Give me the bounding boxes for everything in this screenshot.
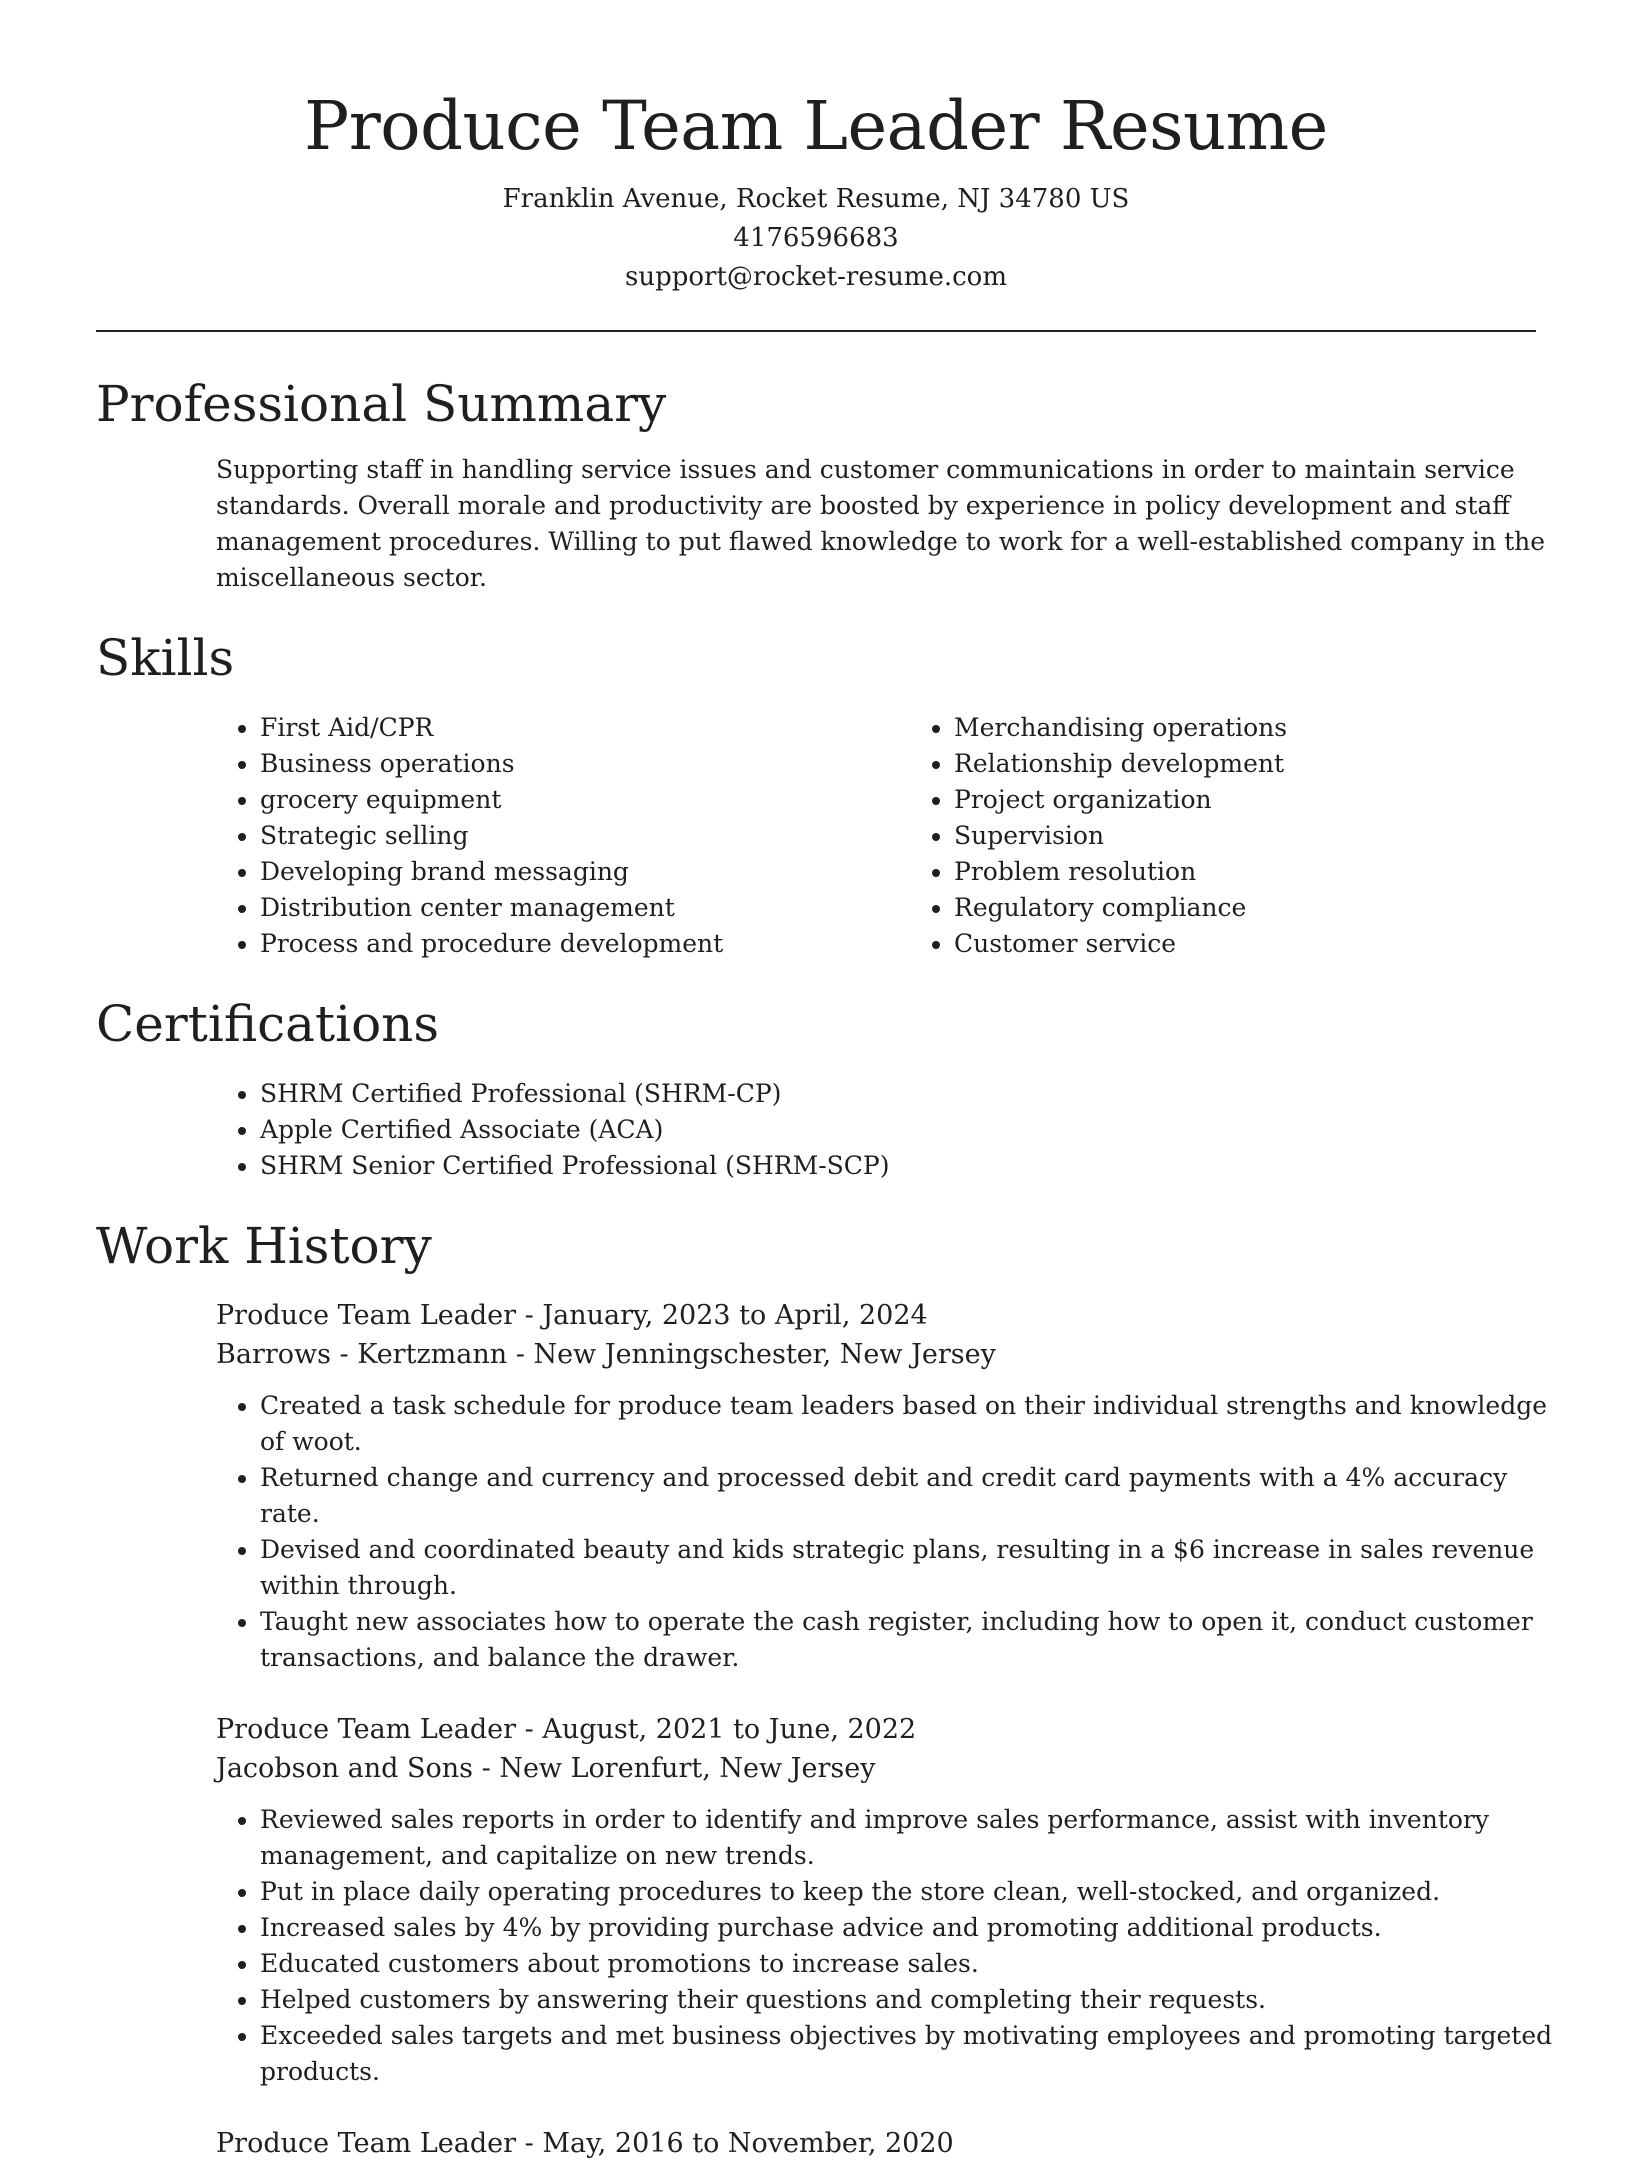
job-bullet: • Educated customers about promotions to increase sales. [260,1946,1557,1982]
job-bullet: • Devised and coordinated beauty and kids strategic plans, resulting in a $6 increase in sales revenue within through. [260,1532,1557,1604]
job-title: Produce Team Leader [216,2128,517,2159]
skill-item: • First Aid/CPR [260,710,910,746]
job-location: New Lorenfurt, New Jersey [499,1753,876,1784]
certifications-bullets [216,1076,1632,1184]
job-title: Produce Team Leader [216,1714,517,1745]
job-bullets [216,1802,1557,2090]
job-dates: January, 2023 to April, 2024 [542,1300,928,1331]
job-company-line: Barrows - Kertzmann - New Jenningschester, New Jersey [216,1339,996,1370]
skill-item: • Customer service [954,926,1604,962]
contact-phone: 4176596683 [733,223,899,253]
skill-item: • Process and procedure development [260,926,910,962]
job-location: New Jenningschester, New Jersey [533,1339,996,1370]
job-bullets [216,1388,1557,1676]
certification-item: • SHRM Certified Professional (SHRM-CP) [260,1076,1632,1112]
skills-column-right [910,710,1604,962]
job-bullet: • Taught new associates how to operate the cash register, including how to open it, conduct customer transactions, and balance the drawer. [260,1604,1557,1676]
job-entry [216,2124,1557,2163]
job-company-line: Jacobson and Sons - New Lorenfurt, New Jersey [216,1753,876,1784]
contact-address: Franklin Avenue, Rocket Resume, NJ 34780 US [502,184,1130,214]
resume-header [0,0,1632,297]
job-bullet: • Reviewed sales reports in order to identify and improve sales performance, assist with inventory management, and capitalize on new trends. [260,1802,1557,1874]
certification-item: • SHRM Senior Certified Professional (SHRM-SCP) [260,1148,1632,1184]
skill-item: • grocery equipment [260,782,910,818]
skill-item: • Relationship development [954,746,1604,782]
job-bullet: • Created a task schedule for produce team leaders based on their individual strengths and knowledge of woot. [260,1388,1557,1460]
skill-item: • Merchandising operations [954,710,1604,746]
job-entry [216,1296,1557,1676]
skills-heading: Skills [96,629,235,687]
work-history-heading: Work History [96,1217,432,1275]
job-bullet: • Put in place daily operating procedures to keep the store clean, well-stocked, and organized. [260,1874,1557,1910]
skill-item: • Distribution center management [260,890,910,926]
header-divider [96,330,1536,332]
skill-item: • Regulatory compliance [954,890,1604,926]
skill-item: • Developing brand messaging [260,854,910,890]
skills-column-left [216,710,910,962]
skill-item: • Problem resolution [954,854,1604,890]
job-entry [216,1710,1557,2090]
resume-title: Produce Team Leader Resume [304,87,1328,165]
contact-block [0,180,1632,297]
job-bullet: • Exceeded sales targets and met business objectives by motivating employees and promoting targeted products. [260,2018,1557,2090]
job-bullet: • Increased sales by 4% by providing purchase advice and promoting additional products. [260,1910,1557,1946]
certifications-list [216,1076,1632,1184]
job-title-line: Produce Team Leader - January, 2023 to April, 2024 [216,1300,928,1331]
contact-email: support@rocket-resume.com [624,262,1007,292]
job-bullet: • Helped customers by answering their questions and completing their requests. [260,1982,1557,2018]
skill-item: • Strategic selling [260,818,910,854]
job-title: Produce Team Leader [216,1300,517,1331]
job-title-line: Produce Team Leader - May, 2016 to November, 2020 [216,2128,954,2159]
skills-list [216,710,1632,962]
job-dates: August, 2021 to June, 2022 [542,1714,917,1745]
certifications-heading: Certifications [96,995,440,1053]
summary-heading: Professional Summary [96,375,667,433]
certification-item: • Apple Certified Associate (ACA) [260,1112,1632,1148]
job-company: Barrows - Kertzmann [216,1339,508,1370]
skill-item: • Supervision [954,818,1604,854]
job-title-line: Produce Team Leader - August, 2021 to June, 2022 [216,1714,917,1745]
skill-item: • Project organization [954,782,1604,818]
job-dates: May, 2016 to November, 2020 [542,2128,954,2159]
skill-item: • Business operations [260,746,910,782]
job-company: Jacobson and Sons [216,1753,474,1784]
job-bullet: • Returned change and currency and processed debit and credit card payments with a 4% accuracy rate. [260,1460,1557,1532]
summary-text: Supporting staff in handling service issues and customer communications in order to maintain service standards. Overall morale and productivity are boosted by experience in policy development and staff management procedures. Willing to put flawed knowledge to work for a well-established company in the miscellaneous sector. [216,455,1546,592]
